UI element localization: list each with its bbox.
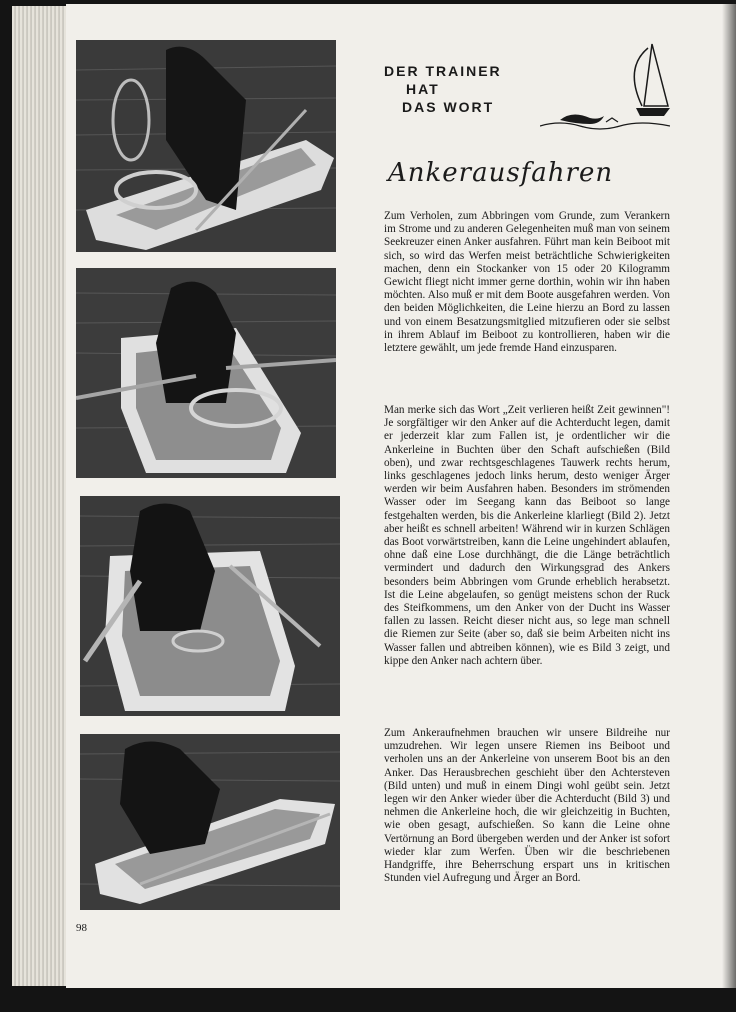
article-title: Ankerausfahren [388, 158, 614, 188]
heading-line-3: DAS WORT [402, 99, 495, 115]
paragraph-2: Man merke sich das Wort „Zeit verlieren heißt Zeit gewinnen"! Je sorgfältiger wir den Anker auf die Achterducht legen, damit er jederzeit klar zum Fallen ist, je ordentlicher wir die Ankerleine in Buchten über den Schaft aufschießen (Bild oben), und zwar rechtsgeschlagenes Tauwerk rechts herum, links geschlagenes jedoch links herum, desto weniger Ärger werden wir beim Ausfahren haben. Besonders im strömenden Wasser oder im Seegang kann das Beiboot so lange festgehalten werden, bis die Ankerleine klarliegt (Bild 2). Jetzt aber heißt es schnell arbeiten! Während wir in kurzen Schlägen das Boot vorwärtstreiben, kann die Leine ungehindert ablaufen, ohne daß eine Lose durchhängt, die die Länge beträchtlich vermindert und dadurch den Wirkungsgrad des Ankers besonders beim Abbringen vom Grunde erheblich herabsetzt. Ist die Leine abgelaufen, so genügt meistens schon der Ruck des Steifkommens, um den Anker von der Ducht ins Wasser fallen zu lassen. Reicht dieser nicht aus, so lege man schnell die Riemen zur Seite (aber so, daß sie beim Arbeiten nicht ins Wasser fallen und abtreiben können), wie es Bild 3 zeigt, und kippe den Anker nach achtern über. [384, 404, 670, 667]
photo-man-coiling-rope [76, 40, 336, 252]
section-heading [384, 62, 502, 116]
page-number: 98 [76, 922, 87, 934]
photo-man-dropping-anchor [80, 496, 340, 716]
heading-line-1: DER TRAINER [384, 63, 502, 79]
photo-man-breaking-out-anchor [80, 734, 340, 910]
paragraph-3: Zum Ankeraufnehmen brauchen wir unsere Bildreihe nur umzudrehen. Wir legen unsere Riemen ins Beiboot und verholen uns an der Ankerleine von unserem Boot bis an den Anker. Das Herausbrechen geschieht über den Achtersteven (Bild unten) und muß in einem Dingi wohl geübt sein. Jetzt legen wir den Anker wieder über die Achterducht (Bild 3) und nehmen die Ankerleine hoch, die wir gleichzeitig in Buchten, wie oben gesagt, aufschießen. So kann die Leine ohne Vertörnung an Bord übergeben werden und der Anker ist sofort wieder klar zum Werfen. Üben wir die beschriebenen Handgriffe, ihre Beherrschung erspart uns in kritischen Stunden viel Aufregung und Ärger an Bord. [384, 727, 670, 885]
paragraph-1: Zum Verholen, zum Abbringen vom Grunde, zum Verankern im Strome und zu anderen Gelegenheiten muß man von seinem Seekreuzer einen Anker ausfahren. Führt man kein Beiboot mit sich, so wird das Werfen meist beträchtliche Schwierigkeiten machen, denn ein Stockanker von 15 oder 20 Kilogramm Gewicht fliegt nicht immer gerne dorthin, wohin wir ihn haben möchten. Also muß er mit dem Boote ausgefahren werden. Von den beiden Möglichkeiten, die Leine hierzu an Bord zu lassen und von einem Besatzungsmitglied mitzufieren oder sie selbst in ihrem Ablauf im Beiboot zu kontrollieren, haben wir die letztere gewählt, um jede fremde Hand einzusparen. [384, 210, 670, 355]
photo-man-rowing-with-rope [76, 268, 336, 478]
sailboat-illustration-icon [540, 36, 670, 136]
page-stack-edges [12, 6, 72, 986]
gutter-shadow [722, 4, 736, 988]
heading-line-2: HAT [406, 81, 440, 97]
